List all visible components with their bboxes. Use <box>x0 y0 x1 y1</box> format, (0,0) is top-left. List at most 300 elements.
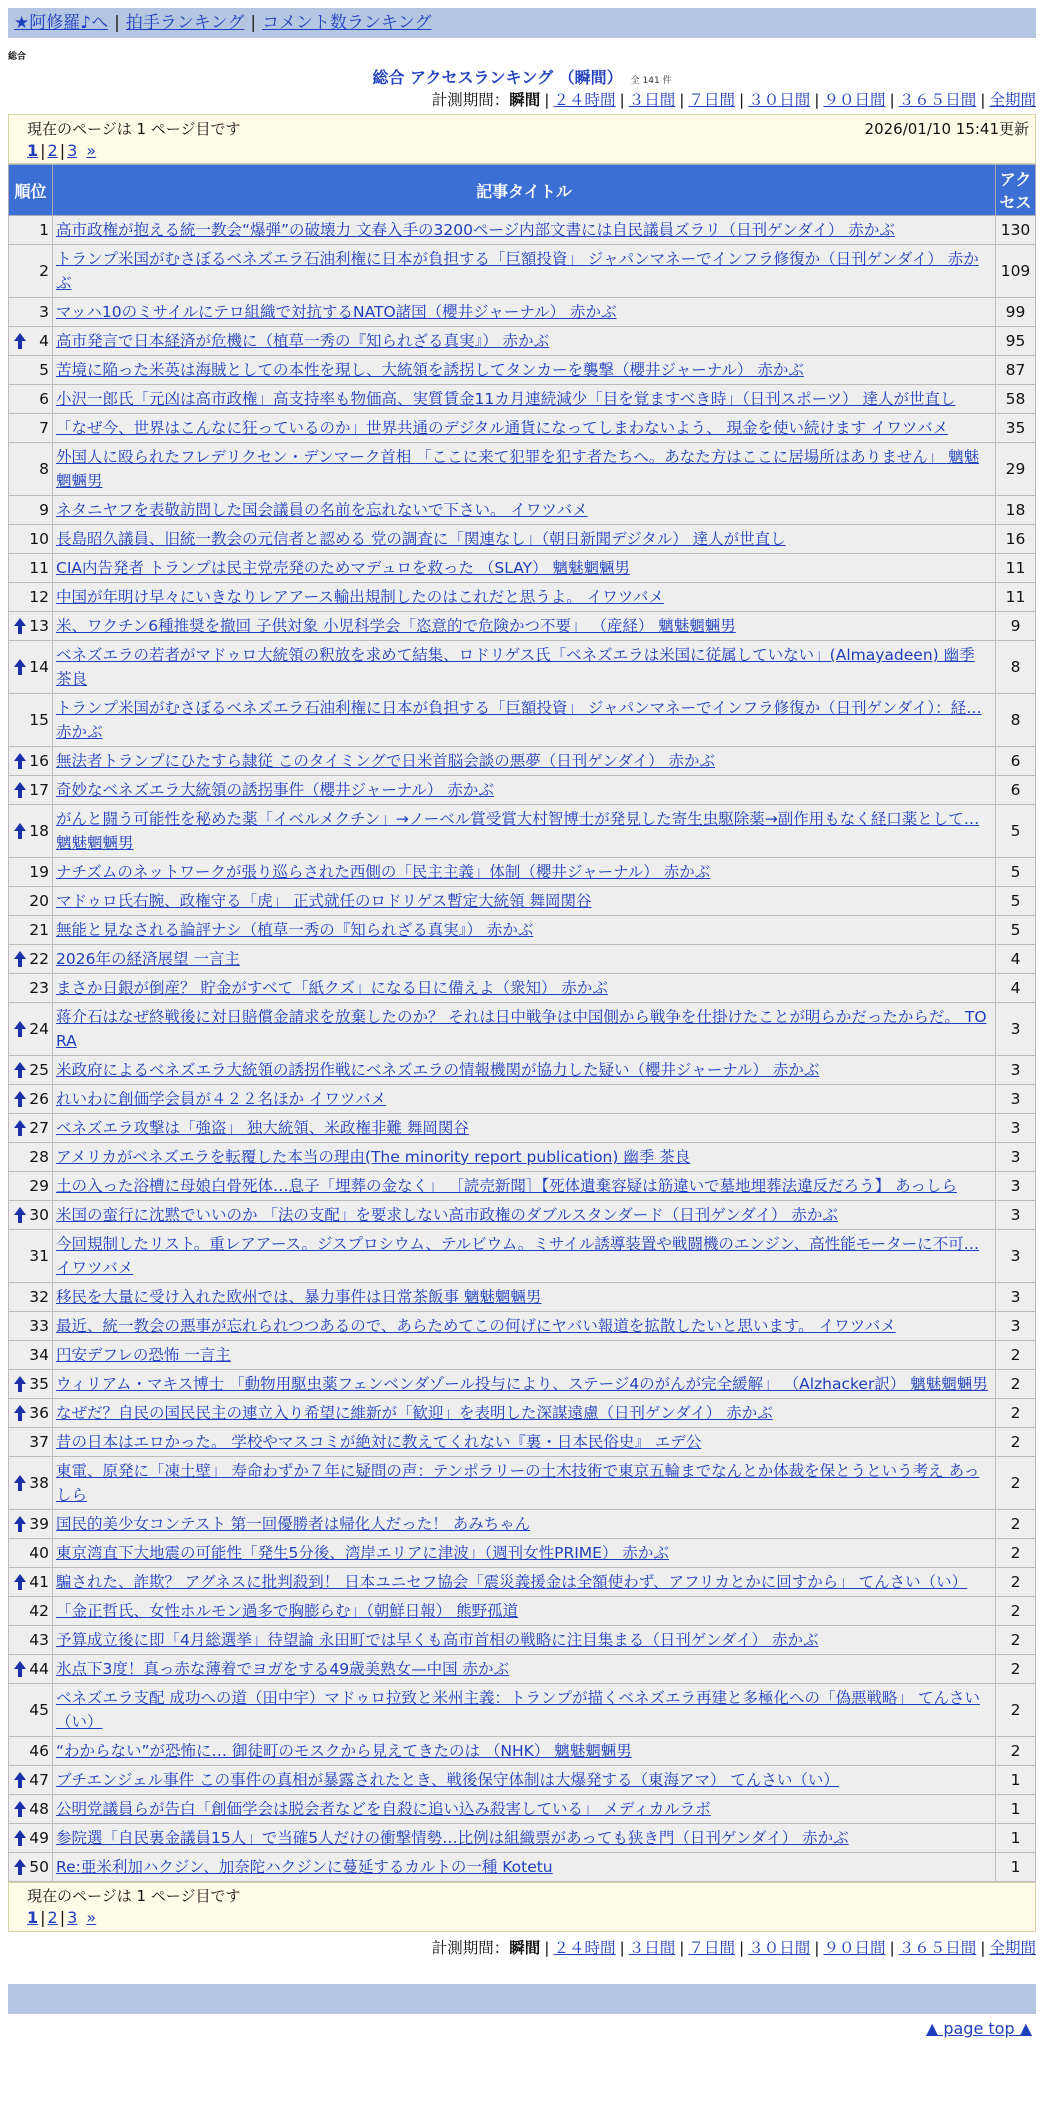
rank-number: 44 <box>29 1660 49 1678</box>
rank-cell <box>9 1510 53 1539</box>
article-link[interactable]: 国民的美少女コンテスト 第一回優勝者は帰化人だった！ あみちゃん <box>56 1515 531 1533</box>
title-cell <box>53 1539 996 1568</box>
rank-number: 10 <box>29 530 49 548</box>
table-row <box>9 776 1036 805</box>
title-cell <box>53 1399 996 1428</box>
rank-number: 23 <box>29 979 49 997</box>
rank-cell <box>9 1795 53 1824</box>
title-cell <box>53 1795 996 1824</box>
footer-page-link-1[interactable]: 2 <box>47 1908 58 1927</box>
period-option-3[interactable]: ３０日間 <box>748 91 811 109</box>
article-link[interactable]: 高市発言で日本経済が危機に（植草一秀の『知られざる真実』） 赤かぶ <box>56 332 550 350</box>
title-cell <box>53 1457 996 1510</box>
article-link[interactable]: ブチエンジェル事件 この事件の真相が暴露されたとき、戦後保守体制は大爆発する（東海アマ） てんさい（い） <box>56 1771 839 1789</box>
article-link[interactable]: 最近、統一教会の悪事が忘れられつつあるので、あらためてこの何げにヤバい報道を拡散したいと思います。 イワツバメ <box>56 1317 896 1335</box>
access-count: 2 <box>996 1597 1036 1626</box>
rank-cell <box>9 1143 53 1172</box>
article-link[interactable]: ネタニヤフを表敬訪問した国会議員の名前を忘れないで下さい。 イワツバメ <box>56 501 588 519</box>
article-link[interactable]: れいわに創価学会員が４２２名ほか イワツバメ <box>56 1090 387 1108</box>
access-count: 5 <box>996 887 1036 916</box>
article-link[interactable]: 今回規制したリスト。重レアアース。ジスプロシウム、テルビウム。ミサイル誘導装置や戦闘機のエンジン、高性能モーターに不可… イワツバメ <box>56 1235 980 1277</box>
title-cell <box>53 1341 996 1370</box>
rank-number: 4 <box>39 332 49 350</box>
page-link-current[interactable]: 1 <box>27 141 39 160</box>
rank-number: 37 <box>29 1433 49 1451</box>
access-count: 87 <box>996 356 1036 385</box>
table-row <box>9 1597 1036 1626</box>
table-row <box>9 1510 1036 1539</box>
access-count: 130 <box>996 216 1036 245</box>
article-link[interactable]: 小沢一郎氏「元凶は高市政権」高支持率も物価高、実質賃金11カ月連続減少「目を覚ますべき時」（日刊スポーツ） 達人が世直し <box>56 390 956 408</box>
table-row <box>9 1824 1036 1853</box>
title-cell <box>53 1230 996 1283</box>
article-link[interactable]: ベネズエラ支配 成功への道（田中宇）マドゥロ拉致と米州主義：トランプが描くベネズエラ再建と多極化への「偽悪戦略」 てんさい（い） <box>56 1689 980 1731</box>
period-option-5[interactable]: ３６５日間 <box>898 91 977 109</box>
top-nav-bar <box>8 8 1036 38</box>
up-arrow-icon <box>13 821 27 841</box>
title-cell <box>53 747 996 776</box>
access-count: 58 <box>996 385 1036 414</box>
access-count: 11 <box>996 554 1036 583</box>
header-access: アクセス <box>996 165 1036 216</box>
up-arrow-icon <box>13 949 27 969</box>
article-link[interactable]: アメリカがベネズエラを転覆した本当の理由(The minority report publication) 幽季 茶良 <box>56 1148 691 1166</box>
pager-separator: | <box>59 141 66 160</box>
access-count: 2 <box>996 1737 1036 1766</box>
access-count: 35 <box>996 414 1036 443</box>
rank-number: 17 <box>29 781 49 799</box>
table-row <box>9 1230 1036 1283</box>
article-link[interactable]: 予算成立後に即「4月総選挙」待望論 永田町では早くも高市首相の戦略に注目集まる（日刊ゲンダイ） 赤かぶ <box>56 1631 819 1649</box>
access-count: 11 <box>996 583 1036 612</box>
up-arrow-icon <box>13 1572 27 1592</box>
title-cell <box>53 356 996 385</box>
rank-number: 14 <box>29 658 49 676</box>
access-count: 2 <box>996 1399 1036 1428</box>
period-option-2[interactable]: ７日間 <box>688 91 735 109</box>
table-row <box>9 1341 1036 1370</box>
table-row <box>9 443 1036 496</box>
rank-cell <box>9 1737 53 1766</box>
access-count: 18 <box>996 496 1036 525</box>
rank-cell <box>9 1003 53 1056</box>
table-row <box>9 694 1036 747</box>
period-option-4[interactable]: ９０日間 <box>823 91 886 109</box>
article-link[interactable]: 無能と見なされる論評ナシ（植草一秀の『知られざる真実』） 赤かぶ <box>56 921 534 939</box>
footer-period-option-3[interactable]: ３０日間 <box>748 1939 811 1957</box>
article-link[interactable]: ベネズエラの若者がマドゥロ大統領の釈放を求めて結集、ロドリゲス氏「ベネズエラは米国に従属していない」(Almayadeen) 幽季 茶良 <box>56 646 975 688</box>
title-cell <box>53 1737 996 1766</box>
article-link[interactable]: 土の入った浴槽に母娘白骨死体…息子「埋葬の金なく」 ［読売新聞］【死体遺棄容疑は筋違いで墓地埋葬法違反だろう】 あっしら <box>56 1177 957 1195</box>
nav-separator: | <box>250 13 257 33</box>
table-row <box>9 887 1036 916</box>
title-cell <box>53 1114 996 1143</box>
title-cell <box>53 1370 996 1399</box>
access-count: 3 <box>996 1114 1036 1143</box>
table-row <box>9 385 1036 414</box>
period-separator: | <box>889 91 895 109</box>
footer-page-info-box <box>8 1882 1036 1932</box>
rank-cell <box>9 1312 53 1341</box>
access-count: 8 <box>996 641 1036 694</box>
table-row <box>9 496 1036 525</box>
access-count: 3 <box>996 1003 1036 1056</box>
rank-number: 11 <box>29 559 49 577</box>
article-link[interactable]: マドゥロ氏右腕、政権守る「虎」 正式就任のロドリゲス暫定大統領 舞岡関谷 <box>56 892 592 910</box>
period-separator: | <box>739 1939 745 1957</box>
up-arrow-icon <box>13 751 27 771</box>
footer-period-option-0[interactable]: ２４時間 <box>553 1939 616 1957</box>
up-arrow-icon <box>13 1799 27 1819</box>
title-cell <box>53 1172 996 1201</box>
title-cell <box>53 1766 996 1795</box>
rank-cell <box>9 974 53 1003</box>
access-count: 3 <box>996 1172 1036 1201</box>
article-link[interactable]: 「なぜ今、世界はこんなに狂っているのか」世界共通のデジタル通貨になってしまわないよう、 現金を使い続けます イワツバメ <box>56 419 949 437</box>
rank-number: 33 <box>29 1317 49 1335</box>
title-cell <box>53 414 996 443</box>
rank-number: 35 <box>29 1375 49 1393</box>
table-header-row <box>9 165 1036 216</box>
access-count: 16 <box>996 525 1036 554</box>
article-link[interactable]: 公明党議員らが告白「創価学会は脱会者などを自殺に追い込み殺害している」 メディカルラボ <box>56 1800 711 1818</box>
rank-number: 13 <box>29 617 49 635</box>
table-row <box>9 414 1036 443</box>
article-link[interactable]: 東電、原発に「凍土壁」 寿命わずか７年に疑問の声：テンポラリーの土木技術で東京五輪までなんとか体裁を保とうという考え あっしら <box>56 1462 980 1504</box>
title-cell <box>53 443 996 496</box>
rank-cell <box>9 443 53 496</box>
rank-cell <box>9 694 53 747</box>
footer-current-page-text: 現在のページは 1 ページ目です <box>27 1887 241 1905</box>
access-count: 3 <box>996 1201 1036 1230</box>
access-count: 2 <box>996 1539 1036 1568</box>
rank-number: 5 <box>39 361 49 379</box>
rank-number: 15 <box>29 711 49 729</box>
ranking-rows <box>9 216 1036 1882</box>
page-top-row <box>8 2014 1036 2044</box>
period-option-1[interactable]: ３日間 <box>628 91 676 109</box>
rank-number: 45 <box>29 1701 49 1719</box>
article-link[interactable]: トランプ米国がむさぼるベネズエラ石油利権に日本が負担する「巨額投資」 ジャパンマネーでインフラ修復か（日刊ゲンダイ） 赤かぶ <box>56 250 979 292</box>
nav-link-asyura[interactable]: ★阿修羅♪へ <box>14 13 109 33</box>
rank-cell <box>9 327 53 356</box>
rank-cell <box>9 1114 53 1143</box>
title-cell <box>53 1853 996 1882</box>
table-row <box>9 1114 1036 1143</box>
access-count: 2 <box>996 1457 1036 1510</box>
access-count: 2 <box>996 1428 1036 1457</box>
rank-number: 41 <box>29 1573 49 1591</box>
nav-link-comment-ranking[interactable]: コメント数ランキング <box>262 13 432 33</box>
rank-number: 29 <box>29 1177 49 1195</box>
title-cell <box>53 1312 996 1341</box>
pager-separator: | <box>59 1908 66 1927</box>
up-arrow-icon <box>13 1403 27 1423</box>
footer-period-option-1[interactable]: ３日間 <box>628 1939 676 1957</box>
title-cell <box>53 1143 996 1172</box>
rank-number: 40 <box>29 1544 49 1562</box>
rank-number: 3 <box>39 303 49 321</box>
section-label: 総合 <box>8 52 27 62</box>
table-row <box>9 1766 1036 1795</box>
table-row <box>9 327 1036 356</box>
access-count: 5 <box>996 858 1036 887</box>
article-link[interactable]: 米国の蛮行に沈黙でいいのか 「法の支配」を要求しない高市政権のダブルスタンダード（日刊ゲンダイ） 赤かぶ <box>56 1206 838 1224</box>
total-count: 全 141 件 <box>630 76 672 86</box>
footer-period-option-4[interactable]: ９０日間 <box>823 1939 886 1957</box>
rank-number: 32 <box>29 1288 49 1306</box>
table-row <box>9 1737 1036 1766</box>
rank-cell <box>9 1172 53 1201</box>
access-count: 1 <box>996 1824 1036 1853</box>
period-label: 計測期間： <box>431 91 510 109</box>
article-link[interactable]: 「金正哲氏、女性ホルモン過多で胸膨らむ」（朝鮮日報） 熊野孤道 <box>56 1602 519 1620</box>
article-link[interactable]: ナチズムのネットワークが張り巡らされた西側の「民主主義」体制（櫻井ジャーナル） 赤かぶ <box>56 863 711 881</box>
footer-period-label: 計測期間： <box>431 1939 510 1957</box>
article-link[interactable]: 移民を大量に受け入れた欧州では、暴力事件は日常茶飯事 魑魅魍魎男 <box>56 1288 542 1306</box>
rank-cell <box>9 887 53 916</box>
article-link[interactable]: 2026年の経済展望 一言主 <box>56 950 240 968</box>
table-row <box>9 583 1036 612</box>
access-count: 99 <box>996 298 1036 327</box>
up-arrow-icon <box>13 616 27 636</box>
article-link[interactable]: 米政府によるベネズエラ大統領の誘拐作戦にベネズエラの情報機関が協力した疑い（櫻井ジャーナル） 赤かぶ <box>56 1061 820 1079</box>
access-count: 9 <box>996 612 1036 641</box>
article-link[interactable]: ウィリアム・マキス博士 「動物用駆虫薬フェンベンダゾール投与により、ステージ4のがんが完全緩解」 （Alzhacker訳） 魑魅魍魎男 <box>56 1375 988 1393</box>
table-row <box>9 1428 1036 1457</box>
footer-period-option-2[interactable]: ７日間 <box>688 1939 735 1957</box>
rank-number: 26 <box>29 1090 49 1108</box>
title-cell <box>53 1428 996 1457</box>
article-link[interactable]: 昔の日本はエロかった。 学校やマスコミが絶対に教えてくれない『裏・日本民俗史』 エデ公 <box>56 1433 702 1451</box>
up-arrow-icon <box>13 1828 27 1848</box>
article-link[interactable]: トランプ米国がむさぼるベネズエラ石油利権に日本が負担する「巨額投資」 ジャパンマネーでインフラ修復か（日刊ゲンダイ）：経… 赤かぶ <box>56 699 982 741</box>
rank-cell <box>9 1085 53 1114</box>
nav-separator: | <box>114 13 120 33</box>
article-link[interactable]: がんと闘う可能性を秘めた薬「イベルメクチン」→ノーベル賞受賞大村智博士が発見した寄生虫駆除薬→副作用もなく経口薬として… 魑魅魍魎男 <box>56 810 980 852</box>
page-top-link[interactable]: ▲ page top ▲ <box>925 2019 1032 2038</box>
table-row <box>9 1795 1036 1824</box>
article-link[interactable]: 米、ワクチン6種推奨を撤回 子供対象 小児科学会「恣意的で危険かつ不要」 （産経） 魑魅魍魎男 <box>56 617 736 635</box>
title-cell <box>53 385 996 414</box>
period-separator: | <box>889 1939 895 1957</box>
access-count: 2 <box>996 1510 1036 1539</box>
table-row <box>9 1283 1036 1312</box>
rank-number: 36 <box>29 1404 49 1422</box>
rank-cell <box>9 858 53 887</box>
access-count: 2 <box>996 1370 1036 1399</box>
title-cell <box>53 1597 996 1626</box>
rank-number: 31 <box>29 1247 49 1265</box>
title-cell <box>53 1003 996 1056</box>
title-cell <box>53 1510 996 1539</box>
rank-cell <box>9 945 53 974</box>
rank-number: 12 <box>29 588 49 606</box>
page-link-1[interactable]: 2 <box>47 141 58 160</box>
table-row <box>9 1457 1036 1510</box>
table-row <box>9 1370 1036 1399</box>
article-link[interactable]: 蒋介石はなぜ終戦後に対日賠償金請求を放棄したのか？ それは日中戦争は中国側から戦争を仕掛けたことが明らかだったからだ。 TORA <box>56 1008 987 1050</box>
article-link[interactable]: 東京湾直下大地震の可能性「発生5分後、湾岸エリアに津波」（週刊女性PRIME） 赤かぶ <box>56 1544 669 1562</box>
rank-cell <box>9 1399 53 1428</box>
rank-number: 50 <box>29 1858 49 1876</box>
rank-cell <box>9 245 53 298</box>
article-link[interactable]: Re:亜米利加ハクジン、加奈陀ハクジンに蔓延するカルトの一種 Kotetu <box>56 1858 553 1876</box>
rank-number: 42 <box>29 1602 49 1620</box>
rank-number: 38 <box>29 1474 49 1492</box>
access-count: 109 <box>996 245 1036 298</box>
rank-number: 6 <box>39 390 49 408</box>
footer-period-current: 瞬間 <box>509 1939 541 1957</box>
article-link[interactable]: なぜだ？自民の国民民主の連立入り希望に維新が「歓迎」を表明した深謀遠慮（日刊ゲンダイ） 赤かぶ <box>56 1404 773 1422</box>
article-link[interactable]: 長島昭久議員、旧統一教会の元信者と認める 党の調査に「関連なし」（朝日新聞デジタル） 達人が世直し <box>56 530 786 548</box>
access-count: 3 <box>996 1085 1036 1114</box>
access-count: 4 <box>996 974 1036 1003</box>
title-cell <box>53 1283 996 1312</box>
title-cell <box>53 216 996 245</box>
table-row <box>9 1399 1036 1428</box>
period-option-0[interactable]: ２４時間 <box>553 91 616 109</box>
table-row <box>9 805 1036 858</box>
article-link[interactable]: 奇妙なベネズエラ大統領の誘拐事件（櫻井ジャーナル） 赤かぶ <box>56 781 494 799</box>
title-cell <box>53 1056 996 1085</box>
table-row <box>9 554 1036 583</box>
article-link[interactable]: 高市政権が抱える統一教会“爆弾”の破壊力 文春入手の3200ページ内部文書には自民議員ズラリ（日刊ゲンダイ） 赤かぶ <box>56 221 895 239</box>
up-arrow-icon <box>13 1659 27 1679</box>
title-cell <box>53 858 996 887</box>
title-cell <box>53 1201 996 1230</box>
rank-cell <box>9 1056 53 1085</box>
access-count: 8 <box>996 694 1036 747</box>
access-count: 3 <box>996 1143 1036 1172</box>
rank-number: 16 <box>29 752 49 770</box>
article-link[interactable]: ベネズエラ攻撃は「強盗」 独大統領、米政権非難 舞岡関谷 <box>56 1119 469 1137</box>
up-arrow-icon <box>13 657 27 677</box>
title-cell <box>53 496 996 525</box>
table-row <box>9 245 1036 298</box>
rank-cell <box>9 1824 53 1853</box>
title-cell <box>53 1085 996 1114</box>
title-cell <box>53 641 996 694</box>
access-count: 3 <box>996 1230 1036 1283</box>
title-cell <box>53 612 996 641</box>
access-count: 95 <box>996 327 1036 356</box>
article-link[interactable]: 円安デフレの恐怖 一言主 <box>56 1346 231 1364</box>
period-option-6[interactable]: 全期間 <box>989 91 1036 109</box>
rank-cell <box>9 1201 53 1230</box>
period-separator: | <box>679 1939 685 1957</box>
access-count: 3 <box>996 1056 1036 1085</box>
table-row <box>9 216 1036 245</box>
up-arrow-icon <box>13 1374 27 1394</box>
table-row <box>9 974 1036 1003</box>
footer-page-link-3[interactable]: » <box>86 1908 97 1927</box>
article-link[interactable]: 無法者トランプにひたすら隷従 このタイミングで日米首脳会談の悪夢（日刊ゲンダイ） 赤かぶ <box>56 752 715 770</box>
rank-number: 19 <box>29 863 49 881</box>
article-link[interactable]: まさか日銀が倒産？ 貯金がすべて「紙クズ」になる日に備えよ（衆知） 赤かぶ <box>56 979 608 997</box>
access-count: 2 <box>996 1568 1036 1597</box>
table-row <box>9 1003 1036 1056</box>
article-link[interactable]: 中国が年明け早々にいきなりレアアース輸出規制したのはこれだと思うよ。 イワツバメ <box>56 588 664 606</box>
table-row <box>9 612 1036 641</box>
access-count: 4 <box>996 945 1036 974</box>
rank-number: 8 <box>39 460 49 478</box>
article-link[interactable]: 氷点下3度！真っ赤な薄着でヨガをする49歳美熟女—中国 赤かぶ <box>56 1660 510 1678</box>
header-rank: 順位 <box>9 165 53 216</box>
article-link[interactable]: CIA内告発者 トランプは民主党売発のためマデュロを救った （SLAY） 魑魅魍魎男 <box>56 559 631 577</box>
rank-number: 49 <box>29 1829 49 1847</box>
article-link[interactable]: 外国人に殴られたフレデリクセン・デンマーク首相 「ここに来て犯罪を犯す者たちへ。あなた方はここに居場所はありません」 魑魅魍魎男 <box>56 448 980 490</box>
period-separator: | <box>814 1939 820 1957</box>
rank-cell <box>9 641 53 694</box>
up-arrow-icon <box>13 331 27 351</box>
access-count: 6 <box>996 747 1036 776</box>
access-count: 1 <box>996 1853 1036 1882</box>
pager-separator: | <box>40 1908 46 1927</box>
nav-link-clap-ranking[interactable]: 拍手ランキング <box>125 13 245 33</box>
title-cell <box>53 525 996 554</box>
rank-cell <box>9 298 53 327</box>
rank-cell <box>9 216 53 245</box>
footer-period-option-5[interactable]: ３６５日間 <box>898 1939 977 1957</box>
title-cell <box>53 945 996 974</box>
article-link[interactable]: マッハ10のミサイルにテロ組織で対抗するNATO諸国（櫻井ジャーナル） 赤かぶ <box>56 303 617 321</box>
page-title-text: 総合 アクセスランキング （瞬間） <box>372 68 623 87</box>
article-link[interactable]: 苦境に陥った米英は海賊としての本性を現し、大統領を誘拐してタンカーを襲撃（櫻井ジャーナル） 赤かぶ <box>56 361 804 379</box>
rank-number: 48 <box>29 1800 49 1818</box>
article-link[interactable]: 参院選「自民裏金議員15人」で当確5人だけの衝撃情勢…比例は組織票があっても狭き門（日刊ゲンダイ） 赤かぶ <box>56 1829 849 1847</box>
rank-cell <box>9 1626 53 1655</box>
rank-number: 9 <box>39 501 49 519</box>
rank-cell <box>9 1655 53 1684</box>
access-count: 5 <box>996 916 1036 945</box>
rank-cell <box>9 747 53 776</box>
article-link[interactable]: 騙された、詐欺？ アグネスに批判殺到！ 日本ユニセフ協会「震災義援金は全額使わず、アフリカとかに回すから」 てんさい（い） <box>56 1573 968 1591</box>
access-count: 5 <box>996 805 1036 858</box>
rank-cell <box>9 916 53 945</box>
footer-page-link-current[interactable]: 1 <box>27 1908 39 1927</box>
page-title <box>0 68 1044 88</box>
rank-number: 28 <box>29 1148 49 1166</box>
pager-separator: | <box>40 141 46 160</box>
title-cell <box>53 298 996 327</box>
rank-cell <box>9 805 53 858</box>
table-row <box>9 1201 1036 1230</box>
table-row <box>9 1626 1036 1655</box>
page-link-3[interactable]: » <box>86 141 97 160</box>
table-row <box>9 1056 1036 1085</box>
page-link-2[interactable]: 3 <box>67 141 78 160</box>
access-count: 2 <box>996 1684 1036 1737</box>
title-cell <box>53 776 996 805</box>
table-row <box>9 1655 1036 1684</box>
rank-cell <box>9 612 53 641</box>
rank-number: 1 <box>39 221 49 239</box>
table-row <box>9 1684 1036 1737</box>
article-link[interactable]: “わからない”が恐怖に… 御徒町のモスクから見えてきたのは （NHK） 魑魅魍魎男 <box>56 1742 632 1760</box>
rank-cell <box>9 525 53 554</box>
title-cell <box>53 245 996 298</box>
footer-period-option-6[interactable]: 全期間 <box>989 1939 1036 1957</box>
up-arrow-icon <box>13 1514 27 1534</box>
footer-page-link-2[interactable]: 3 <box>67 1908 78 1927</box>
table-row <box>9 1085 1036 1114</box>
rank-cell <box>9 496 53 525</box>
rank-cell <box>9 1230 53 1283</box>
title-cell <box>53 1684 996 1737</box>
page-info-box <box>8 114 1036 164</box>
rank-cell <box>9 1853 53 1882</box>
